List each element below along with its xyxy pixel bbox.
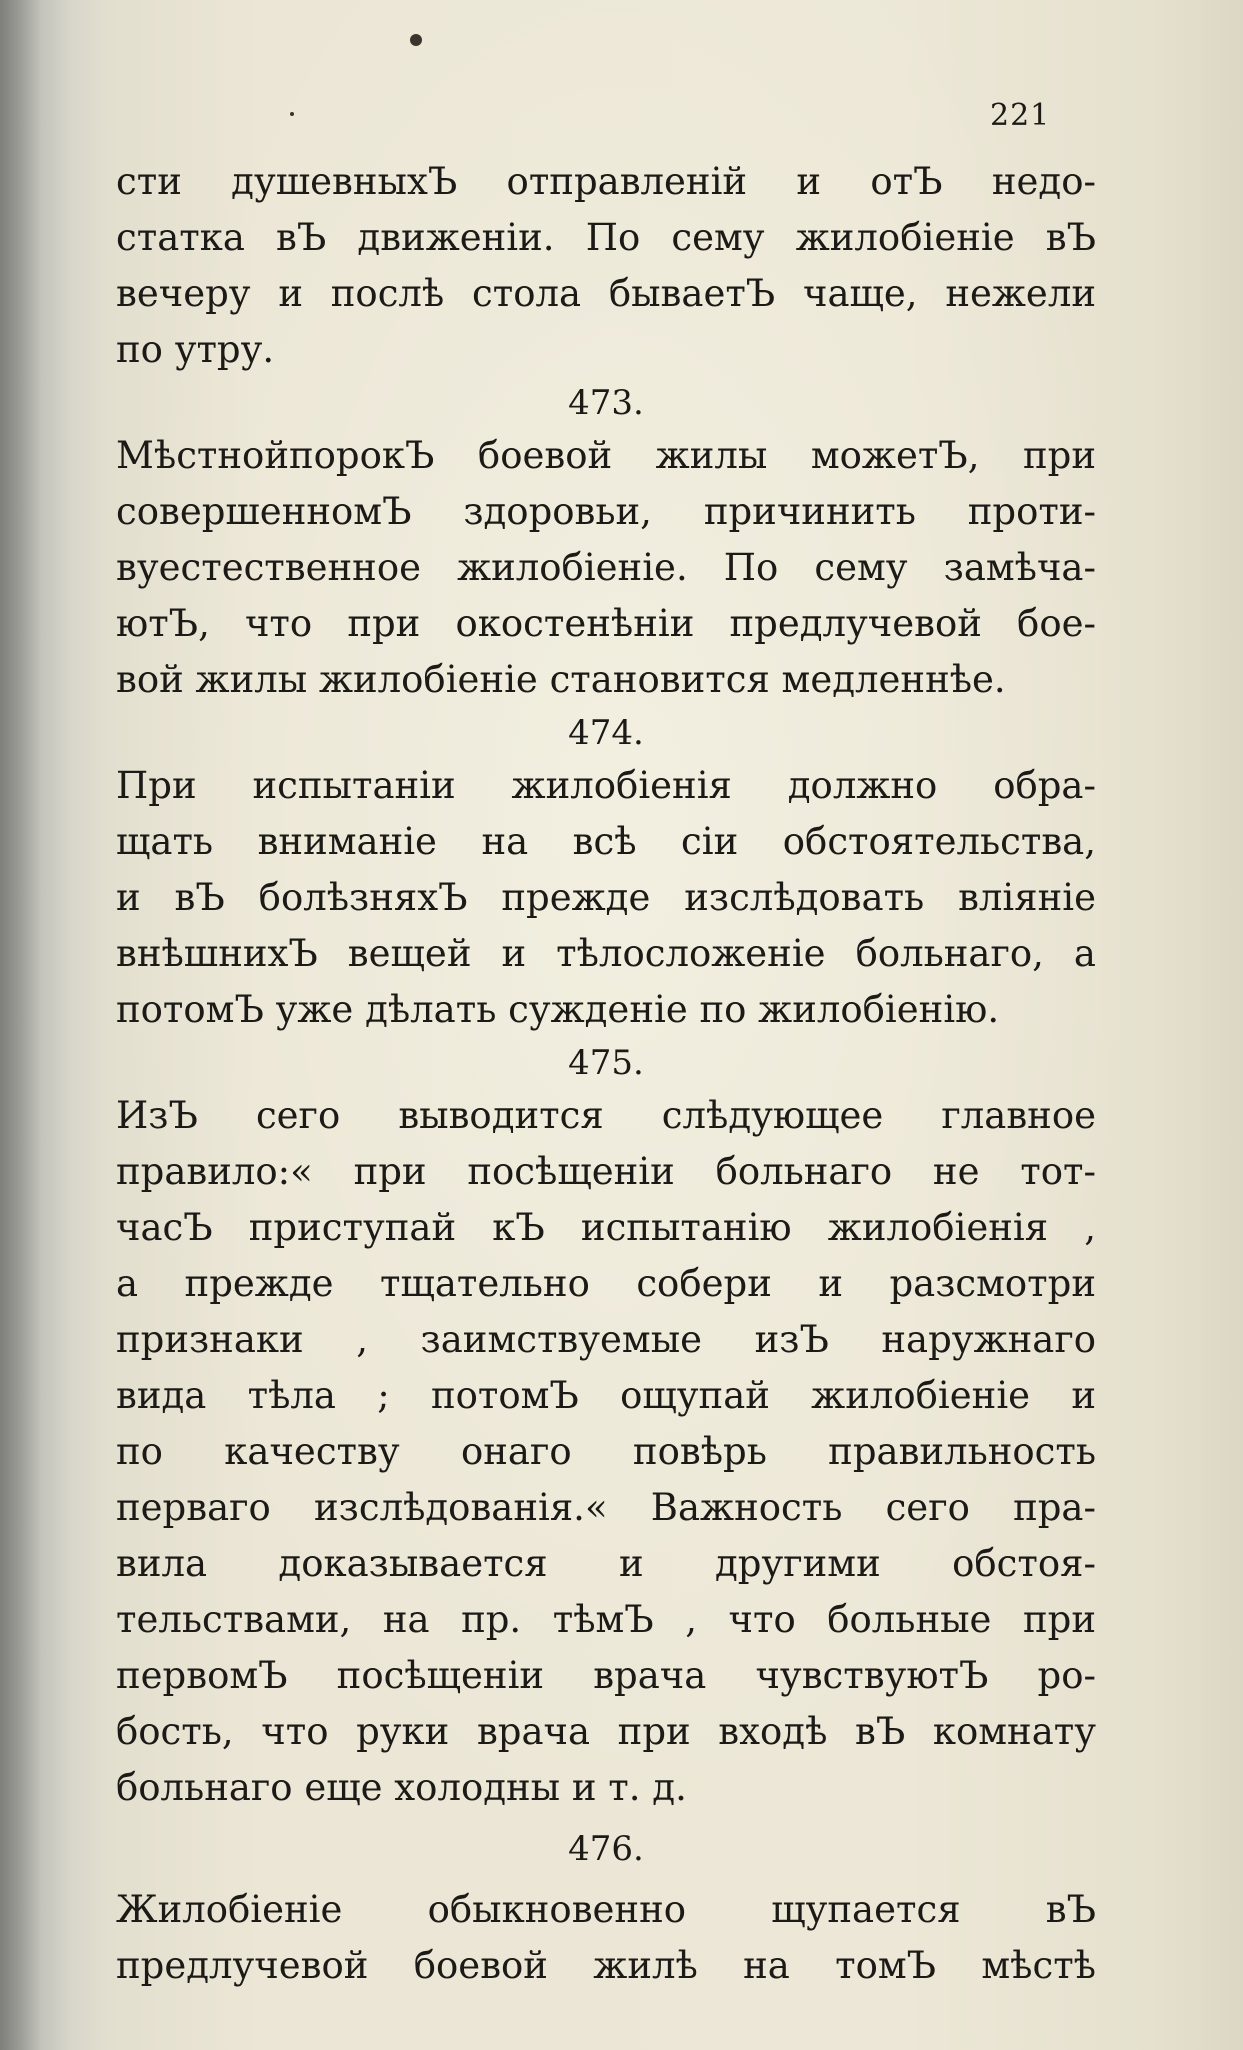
text-line: больнаго еще холодны и т. д. bbox=[116, 1766, 687, 1809]
text-line: щать вниманіе на всѣ сіи обстоятельства, bbox=[116, 820, 1096, 863]
text-line: вида тѣла ; потомЪ ощупай жилобіеніе и bbox=[116, 1374, 1096, 1417]
text-line: МѣстнойпорокЪ боевой жилы можетЪ, при bbox=[116, 434, 1096, 477]
text-line: статка вЪ движеніи. По сему жилобіеніе вЪ bbox=[116, 216, 1096, 259]
text-line: первомЪ посѣщеніи врача чувствуютЪ ро- bbox=[116, 1654, 1096, 1697]
text-line: Жилобіеніе обыкновенно щупается вЪ bbox=[116, 1888, 1096, 1931]
text-line: ИзЪ сего выводится слѣдующее главное bbox=[116, 1094, 1096, 1137]
section-474 bbox=[116, 708, 1096, 1038]
section-473 bbox=[116, 378, 1096, 708]
text-line: потомЪ уже дѣлать сужденіе по жилобіенію. bbox=[116, 988, 1000, 1031]
text-line: вила доказывается и другими обстоя- bbox=[116, 1542, 1096, 1585]
section-number: 475. bbox=[568, 1043, 644, 1083]
section-475 bbox=[116, 1038, 1096, 1816]
section-476 bbox=[116, 1824, 1096, 1994]
text-line: правило:« при посѣщеніи больнаго не тот- bbox=[116, 1150, 1096, 1193]
text-line: тельствами, на пр. тѣмЪ , что больные при bbox=[116, 1598, 1096, 1641]
text-line: признаки , заимствуемые изЪ наружнаго bbox=[116, 1318, 1096, 1361]
spine-shadow bbox=[0, 0, 70, 2050]
text-line: а прежде тщательно собери и разсмотри bbox=[116, 1262, 1096, 1305]
text-line: предлучевой боевой жилѣ на томЪ мѣстѣ bbox=[116, 1944, 1096, 1987]
section-number: 476. bbox=[568, 1829, 644, 1869]
spacer bbox=[116, 1874, 1096, 1882]
ink-speck bbox=[410, 34, 422, 46]
text-line: совершенномЪ здоровьи, причинить проти- bbox=[116, 490, 1096, 533]
text-line: внѣшнихЪ вещей и тѣлосложеніе больнаго, а bbox=[116, 932, 1096, 975]
text-line: по качеству онаго повѣрь правильность bbox=[116, 1430, 1096, 1473]
text-line: перваго изслѣдованія.« Важность сего пра- bbox=[116, 1486, 1096, 1529]
text-line: вой жилы жилобіеніе становится медленнѣе. bbox=[116, 658, 1006, 701]
body-text bbox=[116, 154, 1096, 1994]
page-number: 221 bbox=[990, 98, 1051, 133]
text-line: сти душевныхЪ отправленій и отЪ недо- bbox=[116, 160, 1096, 203]
spacer bbox=[116, 1816, 1096, 1824]
text-line: по утру. bbox=[116, 328, 275, 371]
paragraph-continuation bbox=[116, 154, 1096, 378]
text-line: бость, что руки врача при входѣ вЪ комнату bbox=[116, 1710, 1096, 1753]
text-line: вуестественное жилобіеніе. По сему замѣча- bbox=[116, 546, 1096, 589]
text-line: ютЪ, что при окостенѣніи предлучевой бое- bbox=[116, 602, 1096, 645]
text-line: и вЪ болѣзняхЪ прежде изслѣдовать вліяніе bbox=[116, 876, 1096, 919]
text-line: При испытаніи жилобіенія должно обра- bbox=[116, 764, 1096, 807]
ink-speck bbox=[290, 112, 294, 116]
section-number: 473. bbox=[568, 383, 644, 423]
text-line: вечеру и послѣ стола бываетЪ чаще, нежели bbox=[116, 272, 1096, 315]
text-line: часЪ приступай кЪ испытанію жилобіенія , bbox=[116, 1206, 1096, 1249]
section-number: 474. bbox=[568, 713, 644, 753]
